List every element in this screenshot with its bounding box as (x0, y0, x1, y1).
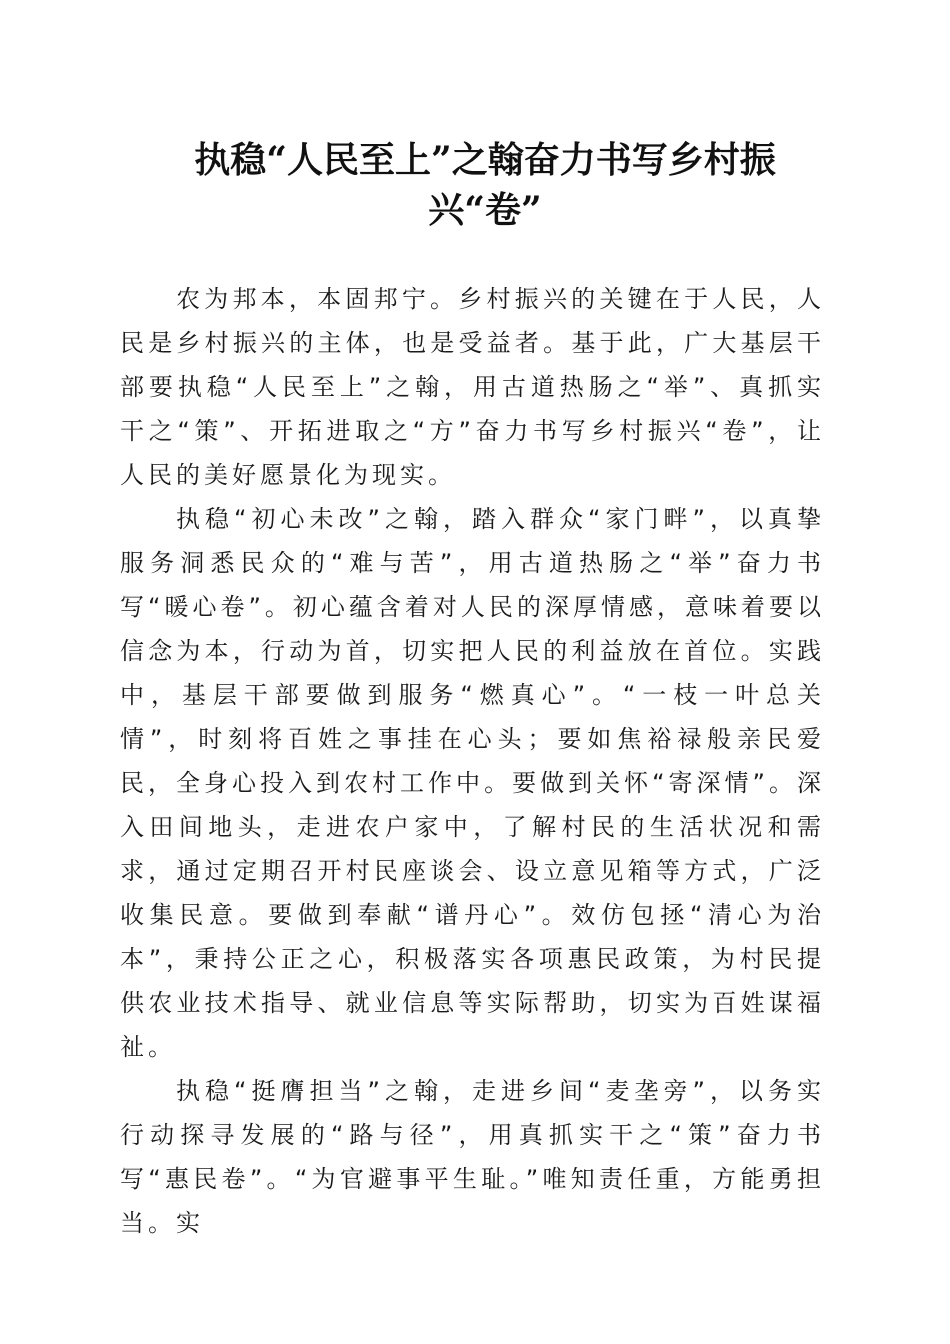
document-title (120, 135, 850, 235)
paragraph-2: 执稳“初心未改”之翰，踏入群众“家门畔”，以真挚服务洞悉民众的“难与苦”，用古道热肠之“举”奋力书写“暖心卷”。初心蕴含着对人民的深厚情感，意味着要以信念为本，行动为首，切实把人民的利益放在首位。实践中，基层干部要做到服务“燃真心”。“一枝一叶总关情”，时刻将百姓之事挂在心头；要如焦裕禄般亲民爱民，全身心投入到农村工作中。要做到关怀“寄深情”。深入田间地头，走进农户家中，了解村民的生活状况和需求，通过定期召开村民座谈会、设立意见箱等方式，广泛收集民意。要做到奉献“谱丹心”。效仿包拯“清心为治本”，秉持公正之心，积极落实各项惠民政策，为村民提供农业技术指导、就业信息等实际帮助，切实为百姓谋福祉。 (120, 505, 825, 1061)
title-line-2: 兴“卷” (428, 189, 542, 231)
paragraph-3: 执稳“挺膺担当”之翰，走进乡间“麦垄旁”，以务实行动探寻发展的“路与径”，用真抓实干之“策”奋力书写“惠民卷”。“为官避事平生耻。”唯知责任重，方能勇担当。实 (120, 1077, 825, 1237)
title-line-1: 执稳“人民至上”之翰奋力书写乡村振 (194, 139, 776, 181)
document-body (120, 277, 825, 1245)
paragraph-1: 农为邦本，本固邦宁。乡村振兴的关键在于人民，人民是乡村振兴的主体，也是受益者。基于此，广大基层干部要执稳“人民至上”之翰，用古道热肠之“举”、真抓实干之“策”、开拓进取之“方”奋力书写乡村振兴“卷”，让人民的美好愿景化为现实。 (120, 285, 825, 489)
